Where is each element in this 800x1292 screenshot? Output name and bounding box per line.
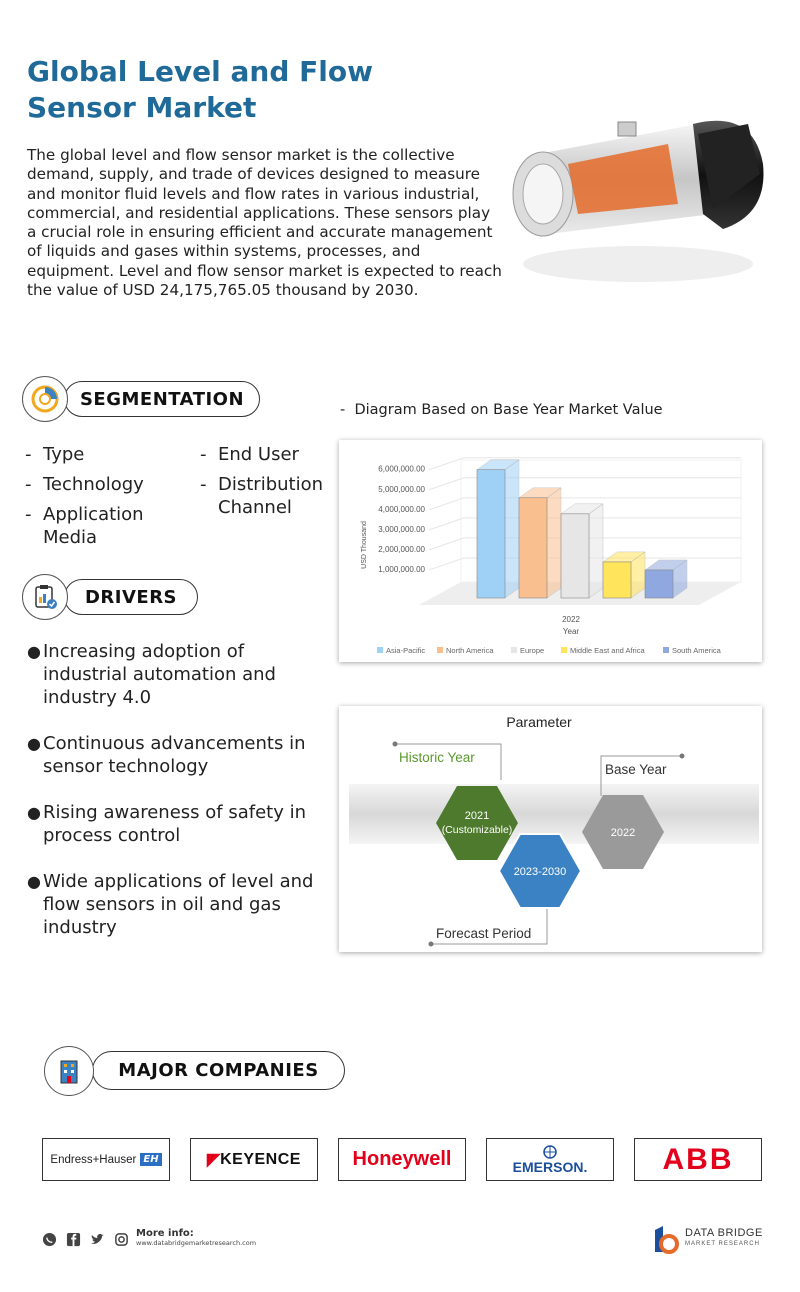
website-link[interactable]: www.databridgemarketresearch.com: [136, 1239, 257, 1247]
market-bar-chart: [339, 440, 762, 662]
facebook-icon[interactable]: [66, 1232, 81, 1247]
legend-swatch: [377, 647, 383, 653]
whatsapp-icon[interactable]: [42, 1232, 57, 1247]
base-year-value: 2022: [610, 827, 636, 839]
gridline-diag: [429, 518, 464, 530]
drivers-list: [27, 640, 327, 962]
y-tick-label: 2,000,000.00: [378, 544, 425, 554]
page-title: Global Level and Flow Sensor Market: [27, 55, 373, 124]
bar: [603, 562, 631, 598]
logo-abb: ABB: [634, 1138, 762, 1181]
list-item: - Type: [25, 444, 85, 465]
clipboard-chart-icon: [22, 574, 68, 620]
eh-mark: EH: [140, 1153, 161, 1166]
gridline-diag: [429, 538, 464, 550]
legend-label: South America: [672, 646, 721, 655]
databridge-logo-icon: [651, 1222, 681, 1256]
forecast-period-value: 2023-2030: [513, 866, 567, 878]
bar-side: [505, 460, 519, 598]
intro-paragraph: The global level and flow sensor market is the collective demand, supply, and trade of devices designed to measure and monitor fluid levels and flow rates in various industrial, commercial, and residential applications. These sensors play a crucial role in ensuring efficient and accurate management of liquids and gases within systems, processes, and equipment. Level and flow sensor market is expected to reach the value of USD 24,175,765.05 thousand by 2030.: [27, 146, 502, 300]
legend-swatch: [511, 647, 517, 653]
y-tick-label: 3,000,000.00: [378, 524, 425, 534]
legend-swatch: [663, 647, 669, 653]
list-item: - End User: [200, 444, 299, 465]
list-item: - Application Media: [25, 504, 144, 548]
logo-keyence: ◤ KEYENCE: [190, 1138, 318, 1181]
diagram-caption: - Diagram Based on Base Year Market Value: [340, 402, 663, 418]
twitter-icon[interactable]: [90, 1232, 105, 1247]
x-category-label: 2022: [562, 615, 580, 624]
segmentation-list-left: [25, 443, 185, 556]
list-item: - Technology: [25, 474, 144, 495]
segmentation-list-right: [200, 443, 340, 526]
legend-swatch: [437, 647, 443, 653]
companies-heading: MAJOR COMPANIES: [92, 1051, 345, 1090]
y-tick-label: 4,000,000.00: [378, 504, 425, 514]
logo-emerson: EMERSON.: [486, 1138, 614, 1181]
legend-label: Europe: [520, 646, 545, 655]
bar-side: [589, 504, 603, 598]
gridline-diag: [429, 498, 464, 510]
logo-honeywell: Honeywell: [338, 1138, 466, 1181]
sensor-illustration: [498, 104, 778, 294]
bar-side: [547, 488, 561, 598]
logo-endress-hauser: Endress+Hauser EH: [42, 1138, 170, 1181]
legend-label: Middle East and Africa: [570, 646, 645, 655]
bar: [477, 470, 505, 598]
social-icons: [42, 1232, 129, 1247]
y-tick-label: 6,000,000.00: [378, 464, 425, 474]
segmentation-heading: SEGMENTATION: [64, 381, 260, 417]
historic-year-value: 2021: [464, 810, 490, 822]
building-icon: [44, 1046, 94, 1096]
more-info: More info: www.databridgemarketresearch.com: [136, 1228, 257, 1247]
segmentation-icon: [22, 376, 68, 422]
legend-swatch: [561, 647, 567, 653]
emerson-globe-icon: [543, 1145, 557, 1159]
list-item: - Distribution Channel: [200, 474, 324, 518]
historic-year-note: (Customizable): [441, 824, 513, 836]
x-axis-label: Year: [562, 627, 580, 636]
parameter-title: Parameter: [506, 714, 572, 730]
list-item: ● Wide applications of level and flow sensors in oil and gas industry: [27, 871, 314, 938]
legend-label: North America: [446, 646, 494, 655]
bar: [519, 498, 547, 598]
forecast-period-label: Forecast Period: [436, 926, 532, 941]
svg-text:db: db: [663, 1230, 670, 1236]
chart-card: [339, 440, 762, 662]
bar: [561, 514, 589, 598]
list-item: ● Increasing adoption of industrial automation and industry 4.0: [27, 641, 276, 708]
historic-year-label: Historic Year: [399, 750, 475, 765]
y-tick-label: 1,000,000.00: [378, 564, 425, 574]
list-item: ● Rising awareness of safety in process control: [27, 802, 306, 846]
drivers-heading: DRIVERS: [64, 579, 198, 615]
bar: [645, 570, 673, 598]
y-axis-label: USD Thousand: [361, 521, 368, 569]
y-tick-label: 5,000,000.00: [378, 484, 425, 494]
gridline-diag: [429, 478, 464, 490]
instagram-icon[interactable]: [114, 1232, 129, 1247]
brand-logo: db DATA BRIDGE MARKET RESEARCH: [651, 1222, 763, 1256]
base-year-label: Base Year: [605, 762, 667, 777]
parameter-diagram: [339, 706, 762, 952]
parameter-card: [339, 706, 762, 952]
gridline-diag: [429, 558, 464, 570]
gridline-diag: [429, 458, 464, 470]
list-item: ● Continuous advancements in sensor technology: [27, 733, 306, 777]
legend-label: Asia-Pacific: [386, 646, 426, 655]
